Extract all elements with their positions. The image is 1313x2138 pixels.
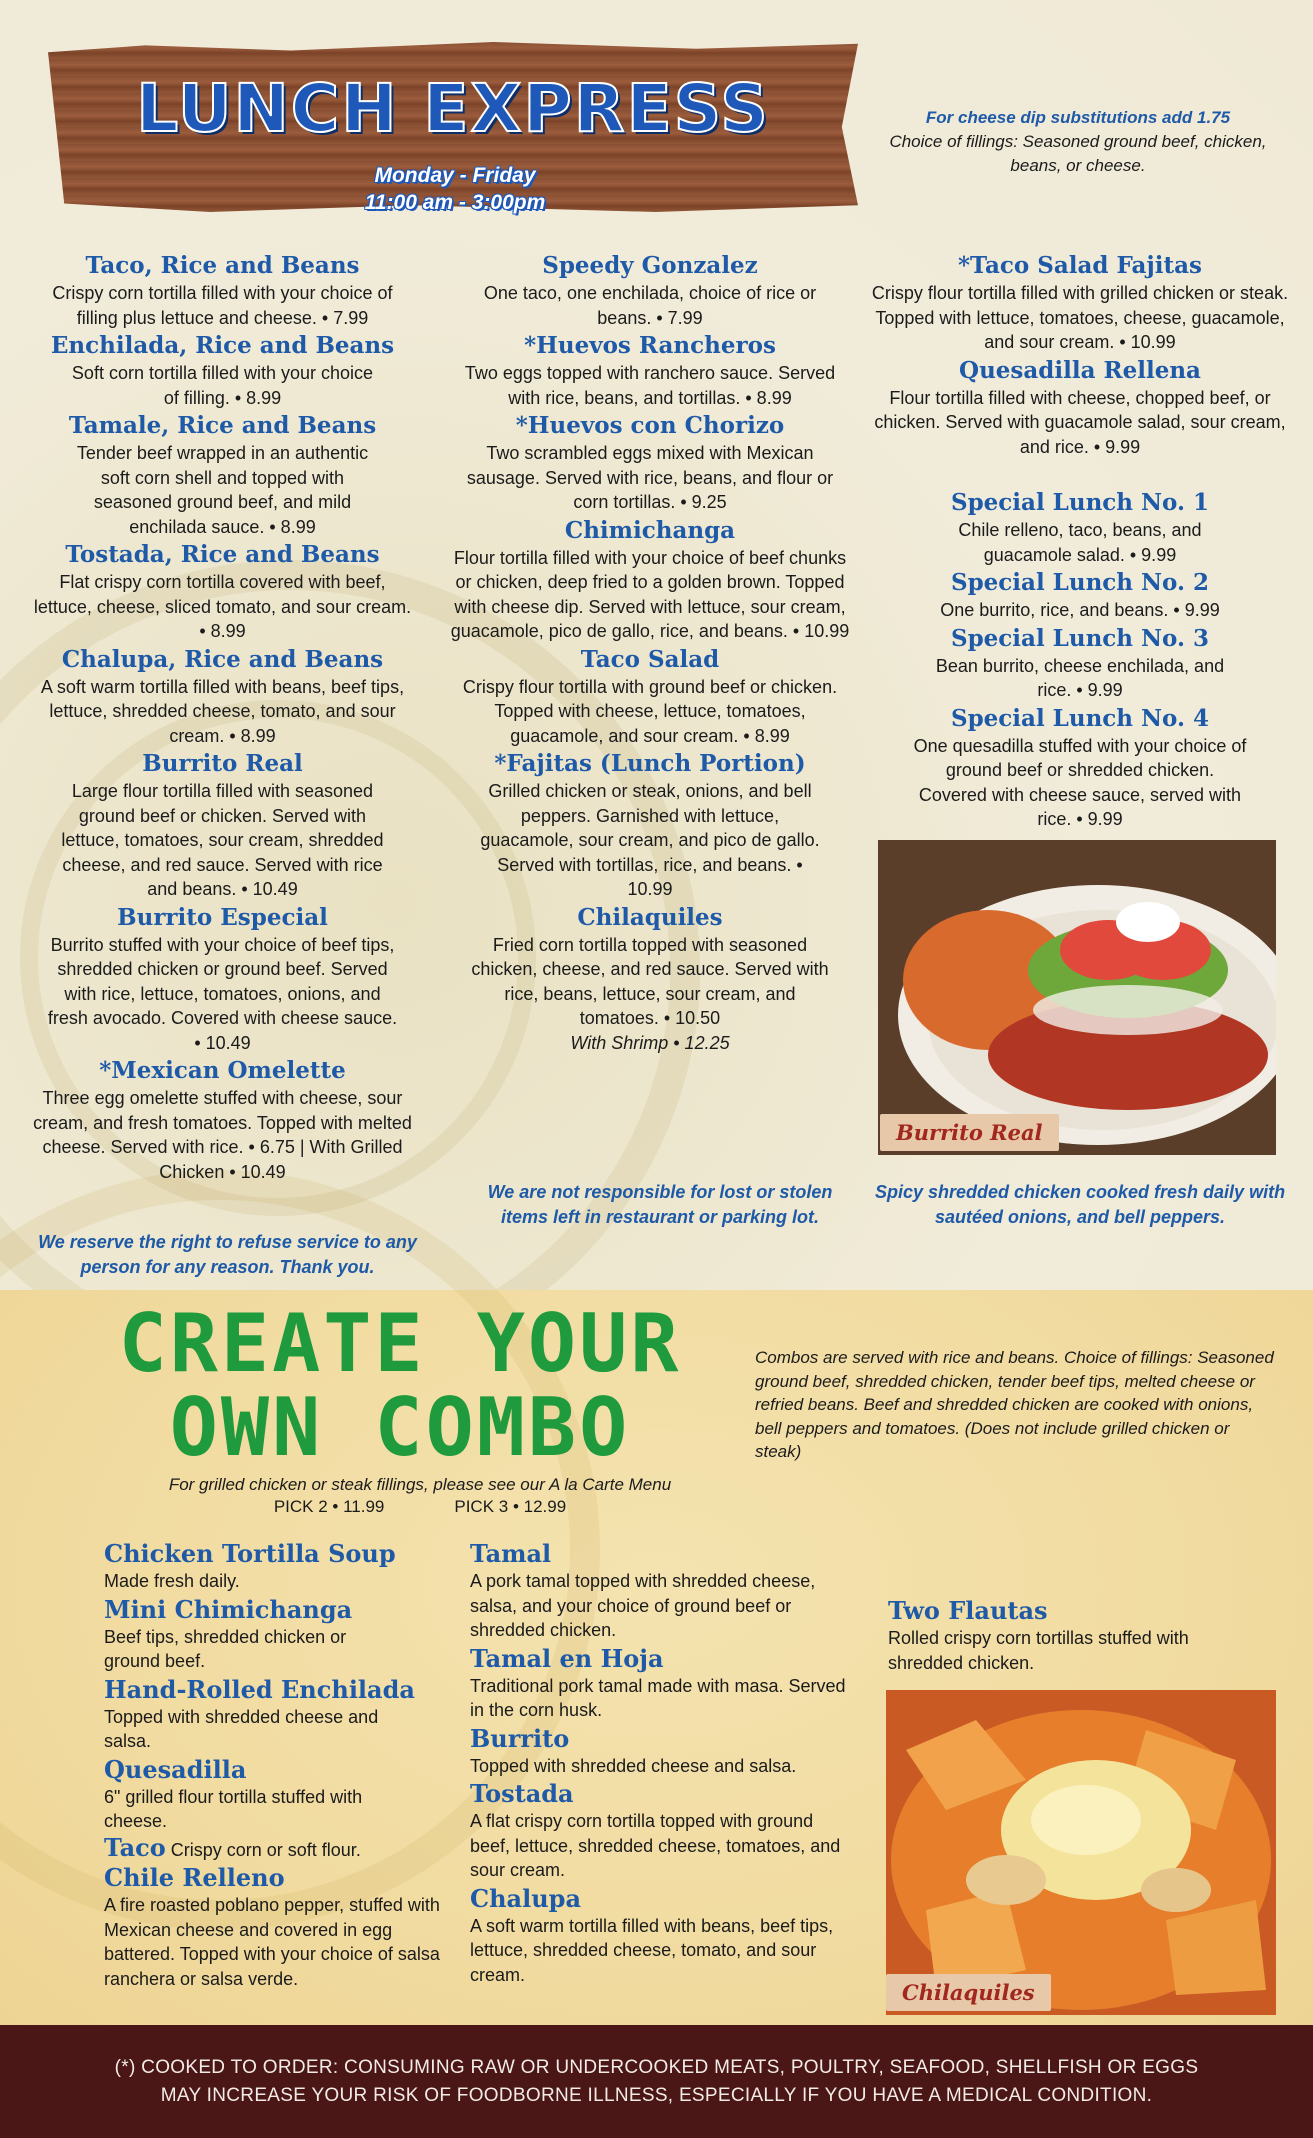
menu-item xyxy=(450,515,850,644)
item-name: Special Lunch No. 4 xyxy=(950,704,1210,732)
item-desc: Grilled chicken or steak, onions, and bell peppers. Garnished with lettuce, guacamole, sour cream, and pico de gallo. Served with tortillas, rice, and beans. • 10.99 xyxy=(480,781,820,899)
combo-item xyxy=(470,1643,850,1723)
combo-item xyxy=(888,1595,1208,1675)
taco-name: Taco xyxy=(104,1832,166,1862)
pick-3-price: PICK 3 • 12.99 xyxy=(454,1497,567,1516)
combo-item xyxy=(470,1883,850,1988)
item-name: Burrito Especial xyxy=(117,903,328,931)
combo-item xyxy=(104,1754,444,1834)
item-desc: A soft warm tortilla filled with beans, beef tips, lettuce, shredded cheese, tomato, and sour cream. • 8.99 xyxy=(40,676,405,746)
menu-item xyxy=(450,902,850,1056)
menu-item xyxy=(30,902,415,1056)
item-desc: Made fresh daily. xyxy=(104,1571,240,1591)
menu-item xyxy=(870,250,1290,355)
menu-item xyxy=(450,250,850,330)
item-desc: Topped with shredded cheese and salsa. xyxy=(104,1706,379,1751)
cheese-dip-note: For cheese dip substitutions add 1.75 xyxy=(925,108,1231,127)
item-name: *Huevos con Chorizo xyxy=(515,412,785,439)
item-desc: Crispy flour tortilla with ground beef or chicken. Topped with cheese, lettuce, tomatoes, guacamole, and sour cream. • 8.99 xyxy=(462,676,838,746)
combo-column-middle xyxy=(470,1538,850,1987)
menu-column-2 xyxy=(450,250,850,1055)
item-name: Mini Chimichanga xyxy=(104,1594,353,1624)
item-desc: A flat crispy corn tortilla topped with ground beef, lettuce, shredded cheese, tomatoes, and sour cream. xyxy=(470,1811,841,1880)
special-item xyxy=(870,567,1290,623)
chilaquiles-illustration xyxy=(886,1690,1276,2015)
combo-title xyxy=(80,1297,720,1474)
grilled-note: For grilled chicken or steak fillings, please see our A la Carte Menu xyxy=(168,1475,672,1494)
combo-item xyxy=(104,1862,444,1991)
combo-item xyxy=(470,1778,850,1883)
menu-column-3 xyxy=(870,250,1290,832)
item-name: Hand-Rolled Enchilada xyxy=(104,1674,415,1704)
item-name: *Mexican Omelette xyxy=(99,1057,346,1084)
lunch-hours: 11:00 am - 3:00pm xyxy=(364,191,546,214)
item-desc: Two eggs topped with ranchero sauce. Served with rice, beans, and tortillas. • 8.99 xyxy=(464,363,836,408)
item-name: Two Flautas xyxy=(888,1596,1048,1625)
burrito-real-caption: Burrito Real xyxy=(880,1114,1059,1151)
item-name: Quesadilla xyxy=(104,1754,247,1784)
combo-column-right xyxy=(888,1595,1208,1675)
combo-item xyxy=(104,1674,444,1754)
item-desc: Burrito stuffed with your choice of beef tips, shredded chicken or ground beef. Served with rice, lettuce, tomatoes, onions, and fresh avocado. Covered with cheese sauce. • 10.49 xyxy=(47,934,398,1053)
item-desc: A fire roasted poblano pepper, stuffed with Mexican cheese and covered in egg battered. Topped with your choice of salsa ranchera or salsa verde. xyxy=(104,1895,440,1989)
combo-column-left xyxy=(104,1538,444,1991)
item-desc: Chile relleno, taco, beans, and guacamole salad. • 9.99 xyxy=(958,520,1202,565)
item-desc: Two scrambled eggs mixed with Mexican sausage. Served with rice, beans, and flour or corn tortillas. • 9.25 xyxy=(466,443,834,512)
menu-item xyxy=(30,748,415,902)
item-name: Chimichanga xyxy=(564,516,736,544)
menu-item xyxy=(30,410,415,539)
item-name: Quesadilla Rellena xyxy=(959,356,1201,384)
combo-note: Combos are served with rice and beans. Choice of fillings: Seasoned ground beef, shredded chicken, tender beef tips, melted cheese or refried beans. Beef and shredded chicken are cooked with onions, bell peppers and tomatoes. (Does not include grilled chicken or steak) xyxy=(755,1348,1274,1461)
menu-item xyxy=(450,410,850,515)
item-name: Chile Relleno xyxy=(104,1863,285,1892)
menu-column-1 xyxy=(30,250,415,1184)
menu-item xyxy=(870,355,1290,460)
item-name: Tamal xyxy=(470,1539,552,1568)
item-desc: One quesadilla stuffed with your choice of ground beef or shredded chicken. Covered with cheese sauce, served with rice. • 9.99 xyxy=(913,735,1247,829)
item-desc: Flour tortilla filled with cheese, chopped beef, or chicken. Served with guacamole salad, sour cream, and rice. • 9.99 xyxy=(874,387,1286,457)
combo-item xyxy=(470,1538,850,1643)
combo-item xyxy=(470,1723,850,1779)
chilaquiles-photo xyxy=(886,1690,1276,2015)
item-desc: A pork tamal topped with shredded cheese, salsa, and your choice of ground beef or shredded chicken. xyxy=(470,1571,816,1640)
item-desc: Topped with shredded cheese and salsa. xyxy=(470,1755,797,1776)
combo-title-line-2: OWN COMBO xyxy=(169,1381,631,1474)
footer-line-2: MAY INCREASE YOUR RISK OF FOODBORNE ILLNESS, ESPECIALLY IF YOU HAVE A MEDICAL CONDITION. xyxy=(160,2084,1153,2106)
menu-item xyxy=(30,644,415,749)
item-desc: Flour tortilla filled with your choice of beef chunks or chicken, deep fried to a golden brown. Topped with cheese dip. Served with lettuce, sour cream, guacamole, pico de gallo, rice, and beans. • 10.99 xyxy=(450,547,850,641)
burrito-real-photo xyxy=(878,840,1276,1155)
menu-item xyxy=(450,644,850,749)
menu-item xyxy=(450,330,850,410)
item-name: Taco, Rice and Beans xyxy=(85,252,360,279)
spicy-chicken-notice: Spicy shredded chicken cooked fresh daily with sautéed onions, and bell peppers. xyxy=(874,1182,1286,1227)
item-name: Burrito xyxy=(470,1723,570,1753)
fillings-note: Choice of fillings: Seasoned ground beef, chicken, beans, or cheese. xyxy=(889,132,1267,175)
lost-items-notice: We are not responsible for lost or stolen items left in restaurant or parking lot. xyxy=(487,1182,833,1227)
menu-item xyxy=(30,330,415,410)
footer-line-1: (*) COOKED TO ORDER: CONSUMING RAW OR UNDERCOOKED MEATS, POULTRY, SEAFOOD, SHELLFISH OR EGGS xyxy=(114,2056,1199,2078)
item-name: Special Lunch No. 2 xyxy=(950,569,1210,596)
item-name: Speedy Gonzalez xyxy=(542,252,758,279)
special-item xyxy=(870,703,1290,832)
combo-title-line-1: CREATE YOUR xyxy=(118,1297,682,1390)
item-name: Enchilada, Rice and Beans xyxy=(50,332,395,359)
pick-2-price: PICK 2 • 11.99 xyxy=(273,1497,385,1516)
menu-item xyxy=(30,539,415,644)
item-desc: A soft warm tortilla filled with beans, beef tips, lettuce, shredded cheese, tomato, and sour cream. xyxy=(470,1915,834,1985)
item-name: Tostada, Rice and Beans xyxy=(65,541,380,568)
item-desc: Rolled crispy corn tortillas stuffed with shredded chicken. xyxy=(888,1628,1189,1673)
item-desc: Soft corn tortilla filled with your choice of filling. • 8.99 xyxy=(71,363,374,408)
refuse-service-notice: We reserve the right to refuse service to any person for any reason. Thank you. xyxy=(38,1232,417,1277)
item-name: *Fajitas (Lunch Portion) xyxy=(494,750,806,777)
lunch-express-title: LUNCH EXPRESS xyxy=(136,70,770,147)
item-name: Burrito Real xyxy=(142,750,303,777)
special-item xyxy=(870,623,1290,703)
item-desc: Bean burrito, cheese enchilada, and rice. • 9.99 xyxy=(935,655,1225,700)
item-name: Tamal en Hoja xyxy=(470,1643,664,1673)
food-safety-footer xyxy=(0,2025,1313,2138)
item-desc: One taco, one enchilada, choice of rice or beans. • 7.99 xyxy=(483,283,817,328)
item-desc: Crispy flour tortilla filled with grilled chicken or steak. Topped with lettuce, tomatoes, cheese, guacamole, and sour cream. • 10.99 xyxy=(871,283,1289,352)
item-desc: Three egg omelette stuffed with cheese, sour cream, and fresh tomatoes. Topped with melted cheese. Served with rice. • 6.75 | With Grilled Chicken • 10.49 xyxy=(33,1088,412,1182)
taco-desc: Crispy corn or soft flour. xyxy=(170,1839,361,1860)
item-desc: Fried corn tortilla topped with seasoned chicken, cheese, and red sauce. Served with rice, beans, lettuce, sour cream, and tomatoes. • 10.50 xyxy=(471,934,829,1028)
combo-item xyxy=(104,1594,444,1674)
special-item xyxy=(870,487,1290,567)
item-name: Chalupa, Rice and Beans xyxy=(61,645,384,673)
combo-pricing xyxy=(100,1474,740,1518)
shrimp-option: With Shrimp • 12.25 xyxy=(570,1032,730,1053)
menu-item xyxy=(450,748,850,902)
item-name: Chilaquiles xyxy=(577,903,723,931)
item-desc: Traditional pork tamal made with masa. Served in the corn husk. xyxy=(470,1675,846,1720)
pick-prices xyxy=(100,1496,740,1518)
lunch-days: Monday - Friday xyxy=(374,164,536,187)
item-name: Chicken Tortilla Soup xyxy=(104,1539,396,1568)
combo-item xyxy=(104,1538,444,1594)
chilaquiles-caption: Chilaquiles xyxy=(886,1974,1051,2011)
item-name: Taco Salad xyxy=(580,645,720,673)
spacer xyxy=(870,459,1290,487)
item-desc: Tender beef wrapped in an authentic soft corn shell and topped with seasoned ground beef, and mild enchilada sauce. • 8.99 xyxy=(76,443,369,537)
item-name: Special Lunch No. 1 xyxy=(950,489,1210,516)
item-name: *Taco Salad Fajitas xyxy=(958,252,1202,279)
menu-item xyxy=(30,250,415,330)
burrito-illustration xyxy=(878,840,1276,1155)
item-name: Tostada xyxy=(470,1779,574,1808)
item-name: Tamale, Rice and Beans xyxy=(68,412,377,439)
combo-item-taco xyxy=(104,1832,444,1863)
item-name: Chalupa xyxy=(470,1883,581,1913)
item-desc: Beef tips, shredded chicken or ground beef. xyxy=(104,1626,347,1671)
item-desc: Large flour tortilla filled with seasoned ground beef or chicken. Served with lettuce, tomatoes, sour cream, shredded cheese, and red sauce. Served with rice and beans. • 10.49 xyxy=(61,781,384,899)
item-desc: 6" grilled flour tortilla stuffed with cheese. xyxy=(104,1786,363,1831)
item-name: Special Lunch No. 3 xyxy=(950,624,1210,652)
item-desc: Crispy corn tortilla filled with your choice of filling plus lettuce and cheese. • 7.99 xyxy=(52,283,393,328)
item-name: *Huevos Rancheros xyxy=(524,332,776,359)
menu-item xyxy=(30,1055,415,1184)
item-desc: Flat crispy corn tortilla covered with beef, lettuce, cheese, sliced tomato, and sour cream. • 8.99 xyxy=(33,572,412,641)
header-note xyxy=(868,106,1288,178)
item-desc: One burrito, rice, and beans. • 9.99 xyxy=(940,600,1220,620)
